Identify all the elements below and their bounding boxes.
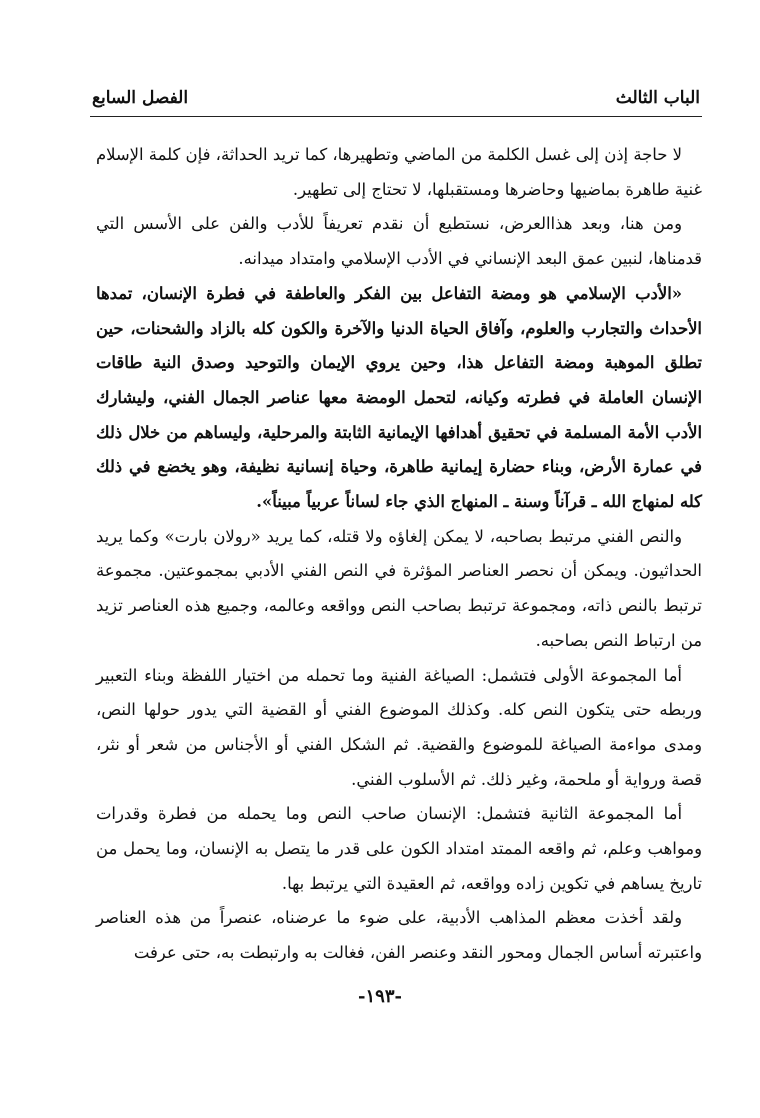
paragraph: ومن هنا، وبعد هذاالعرض، نستطيع أن نقدم تعريفاً للأدب والفن على الأسس التي قدمناها، لنبين عمق البعد الإنساني في الأدب الإسلامي وامتداد ميدانه. — [96, 214, 702, 269]
part-title: الباب الثالث — [615, 88, 700, 108]
paragraph: أما المجموعة الثانية فتشمل: الإنسان صاحب النص وما يحمله من فطرة وقدرات ومواهب وعلم، ثم واقعه الممتد امتداد الكون على قدر ما يتصل به الإنسان، وما يحمل من تاريخ يساهم في تكوين زاده وواقعه، ثم العقيدة التي يرتبط بها. — [96, 804, 702, 893]
definition-paragraph: «الأدب الإسلامي هو ومضة التفاعل بين الفكر والعاطفة في فطرة الإنسان، تمدها الأحداث والتجارب والعلوم، وآفاق الحياة الدنيا والآخرة والكون كله بالزاد والشحنات، حين تطلق الموهبة ومضة التفاعل هذا، وحين يروي الإيمان والتوحيد وصدق النية طاقات الإنسان العاملة في فطرته وكيانه، لتحمل الومضة معها عناصر الجمال الفني، وليشارك الأدب الأمة المسلمة في تحقيق أهدافها الإيمانية الثابتة والمرحلية، وليساهم من خلال ذلك في عمارة الأرض، وبناء حضارة إيمانية طاهرة، وحياة إنسانية نظيفة، وهو يخضع في ذلك كله لمنهاج الله ـ قرآناً وسنة ـ المنهاج الذي جاء لساناً عربياً مبيناً». — [96, 283, 702, 512]
body-text — [96, 138, 702, 971]
chapter-title: الفصل السابع — [92, 88, 189, 108]
page-number: -١٩٣- — [358, 986, 402, 1007]
header-rule — [90, 116, 702, 117]
paragraph: لا حاجة إذن إلى غسل الكلمة من الماضي وتطهيرها، كما تريد الحداثة، فإن كلمة الإسلام غنية طاهرة بماضيها وحاضرها ومستقبلها، لا تحتاج إلى تطهير. — [96, 145, 702, 199]
running-header — [92, 88, 700, 108]
paragraph: ولقد أخذت معظم المذاهب الأدبية، على ضوء ما عرضناه، عنصراً من هذه العناصر واعتبرته أساس الجمال ومحور النقد وعنصر الفن، فغالت به وارتبطت به، حتى عرفت — [96, 908, 702, 963]
paragraph: أما المجموعة الأولى فتشمل: الصياغة الفنية وما تحمله من اختيار اللفظة وبناء التعبير وربطه حتى يتكون النص كله. وكذلك الموضوع الفني أو القضية التي يدور حولها النص، ومدى مواءمة الصياغة للموضوع والقضية. ثم الشكل الفني أو الأجناس من شعر أو نثر، قصة ورواية أو ملحمة، وغير ذلك. ثم الأسلوب الفني. — [96, 665, 702, 789]
paragraph: والنص الفني مرتبط بصاحبه، لا يمكن إلغاؤه ولا قتله، كما يريد «رولان بارت» وكما يريد الحداثيون. ويمكن أن نحصر العناصر المؤثرة في النص الفني الأدبي بمجموعتين. مجموعة ترتبط بالنص ذاته، ومجموعة ترتبط بصاحب النص وواقعه وعالمه، وجميع هذه العناصر تزيد من ارتباط النص بصاحبه. — [96, 526, 702, 650]
